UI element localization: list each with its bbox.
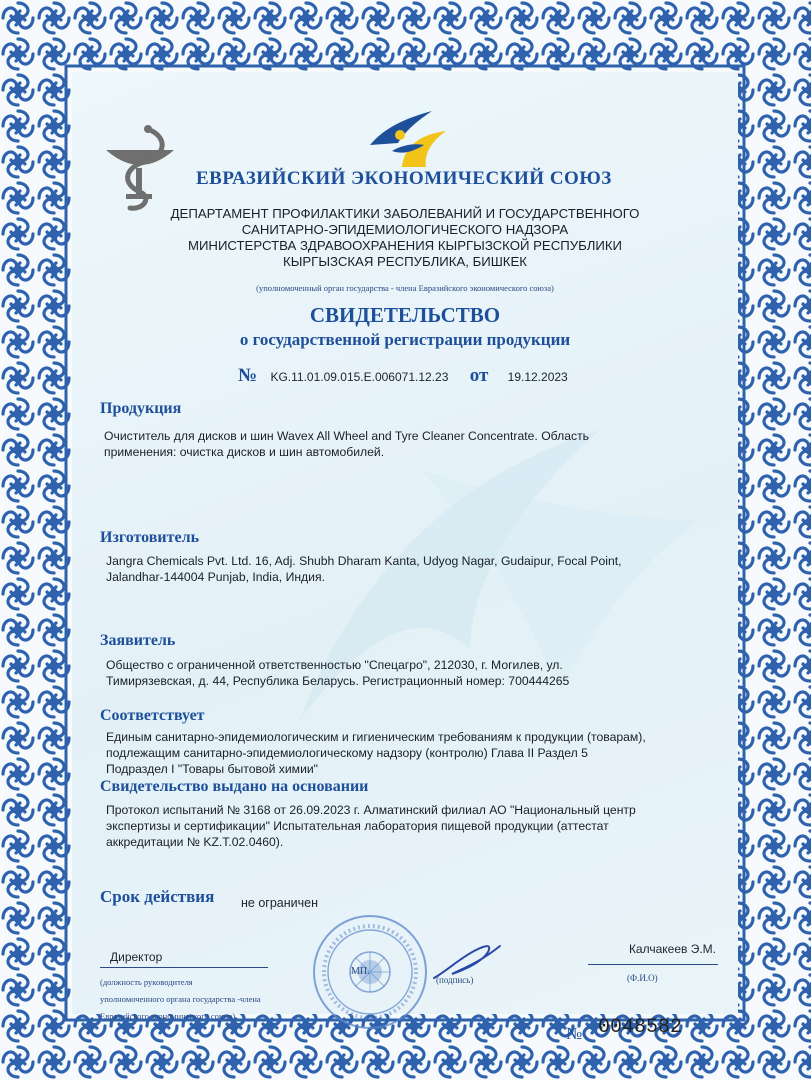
- signature-label: (подпись): [436, 975, 474, 985]
- position-underline: [100, 967, 268, 968]
- conforms-line-3: Подраздел I "Товары бытовой химии": [106, 762, 319, 776]
- product-text: [104, 428, 714, 460]
- department-line-4: КЫРГЫЗСКАЯ РЕСПУБЛИКА, БИШКЕК: [283, 254, 527, 269]
- applicant-text: [106, 657, 716, 689]
- basis-line-1: Протокол испытаний № 3168 от 26.09.2023 г. Алматинский филиал АО "Национальный центр: [106, 803, 636, 817]
- registration-number-row: [238, 365, 568, 387]
- conforms-heading: Соответствует: [100, 707, 205, 724]
- applicant-line-2: Тимирязевская, д. 44, Республика Беларусь. Регистрационный номер: 700444265: [106, 674, 570, 688]
- basis-heading: Свидетельство выдано на основании: [100, 778, 369, 795]
- department-line-2: САНИТАРНО-ЭПИДЕМИОЛОГИЧЕСКОГО НАДЗОРА: [241, 222, 569, 237]
- registration-date: 19.12.2023: [507, 370, 568, 384]
- product-line-2: применения: очистка дисков и шин автомобилей.: [104, 445, 385, 459]
- position-note-line-1: (должность руководителя: [100, 977, 193, 987]
- applicant-heading: Заявитель: [100, 632, 176, 649]
- eaeu-logo: [362, 105, 452, 170]
- name-label: (Ф.И.О): [627, 973, 658, 983]
- signer-name: Калчакеев Э.М.: [628, 942, 716, 956]
- certificate-title: СВИДЕТЕЛЬСТВО: [309, 303, 501, 327]
- basis-line-3: аккредитации № KZ.T.02.0460).: [106, 835, 284, 849]
- manufacturer-line-2: Jalandhar-144004 Punjab, India, Индия.: [106, 570, 325, 584]
- conforms-text: [106, 729, 716, 777]
- name-underline: [588, 964, 718, 965]
- authority-note: (уполномоченный орган государства - члена Евразийского экономического союза): [256, 283, 554, 293]
- form-number: 0048582: [598, 1016, 683, 1039]
- conforms-line-1: Единым санитарно-эпидемиологическим и гигиеническим требованиям к продукции (товарам),: [106, 730, 646, 744]
- basis-text: [106, 802, 716, 850]
- basis-line-2: экспертизы и сертификации" Испытательная лаборатория пищевой продукции (аттестат: [106, 819, 609, 833]
- from-label: от: [469, 365, 489, 386]
- certificate-subtitle: о государственной регистрации продукции: [239, 330, 571, 349]
- department-line-1: ДЕПАРТАМЕНТ ПРОФИЛАКТИКИ ЗАБОЛЕВАНИЙ И ГОСУДАРСТВЕННОГО: [170, 206, 640, 221]
- validity-value: не ограничен: [241, 896, 318, 910]
- manufacturer-text: [106, 553, 716, 585]
- round-seal-stamp: [310, 912, 430, 1032]
- department-line-3: МИНИСТЕРСТВА ЗДРАВООХРАНЕНИЯ КЫРГЫЗСКОЙ РЕСПУБЛИКИ: [187, 238, 623, 253]
- form-number-sign: №: [566, 1024, 583, 1043]
- product-heading: Продукция: [100, 400, 182, 417]
- manufacturer-heading: Изготовитель: [100, 529, 200, 546]
- number-sign: №: [238, 365, 258, 386]
- position-note-line-2: уполномоченного органа государства -члена: [100, 994, 261, 1004]
- manufacturer-line-1: Jangra Chemicals Pvt. Ltd. 16, Adj. Shubh Dharam Kanta, Udyog Nagar, Gudaipur, Focal Point,: [106, 554, 622, 568]
- position-note-line-3: Евразийского экономического союза): [100, 1011, 236, 1021]
- stamp-label: МП.: [351, 966, 370, 977]
- validity-heading: Срок действия: [100, 887, 215, 906]
- position-label: Директор: [110, 950, 163, 964]
- union-title: ЕВРАЗИЙСКИЙ ЭКОНОМИЧЕСКИЙ СОЮЗ: [196, 168, 612, 189]
- applicant-line-1: Общество с ограниченной ответственностью "Спецагро", 212030, г. Могилев, ул.: [106, 658, 563, 672]
- position-note: [100, 974, 261, 1025]
- product-line-1: Очиститель для дисков и шин Wavex All Wheel and Tyre Cleaner Concentrate. Область: [104, 429, 590, 443]
- registration-number: KG.11.01.09.015.E.006071.12.23: [270, 370, 449, 384]
- hygieia-bowl-logo: [100, 120, 180, 220]
- conforms-line-2: подлежащим санитарно-эпидемиологическому надзору (контролю) Глава II Раздел 5: [106, 746, 588, 760]
